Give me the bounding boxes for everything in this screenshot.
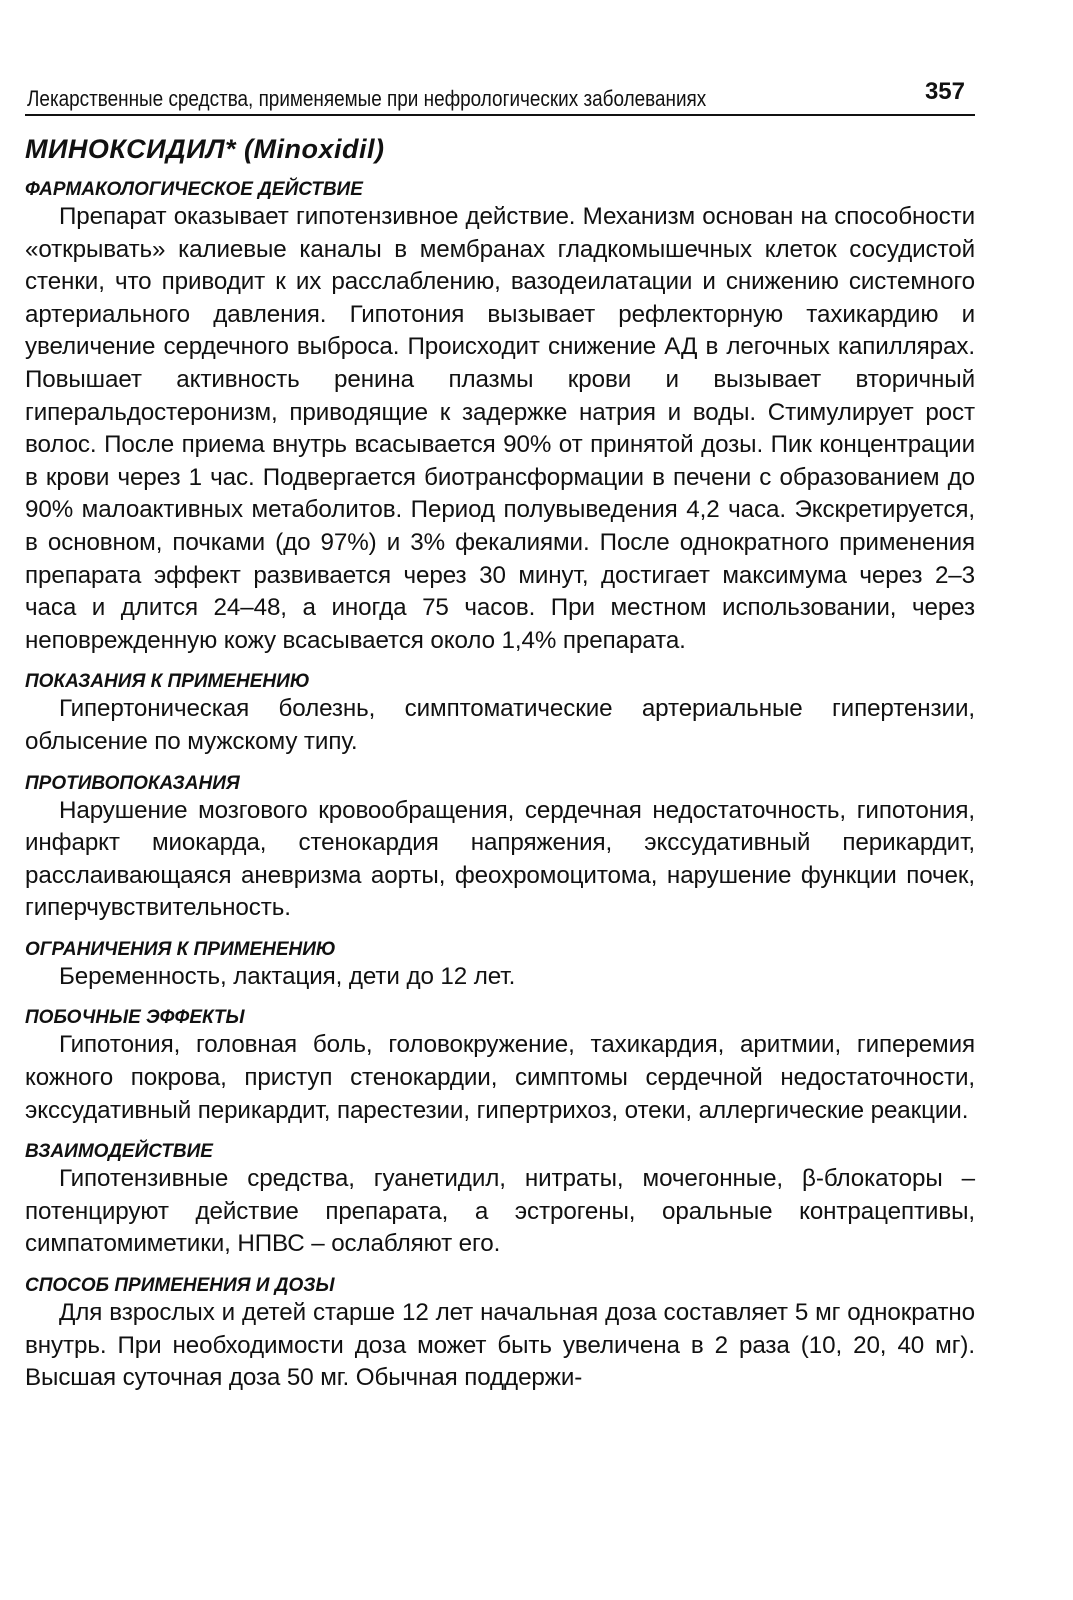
section-side-effects — [25, 1007, 975, 1127]
section-text: Беременность, лактация, дети до 12 лет. — [59, 962, 516, 990]
section-restrictions — [25, 939, 975, 994]
section-text: Гипотензивные средства, гуанетидил, нитраты, мочегонные, β-блокаторы – потенцируют действие препарата, а эстрогены, оральные контрацептивы, симпатомиметики, НПВС – ослабляют его. — [25, 1165, 975, 1258]
section-heading: ПРОТИВОПОКАЗАНИЯ — [25, 772, 240, 794]
section-heading: ФАРМАКОЛОГИЧЕСКОЕ ДЕЙСТВИЕ — [25, 179, 363, 200]
section-text: Гипертоническая болезнь, симптоматические артериальные гипертензии, облысение по мужскому типу. — [25, 695, 975, 755]
drug-title: МИНОКСИДИЛ* (Minoxidil) — [25, 134, 385, 164]
section-heading: ПОБОЧНЫЕ ЭФФЕКТЫ — [25, 1007, 245, 1029]
running-header — [25, 70, 975, 116]
section-heading: ВЗАИМОДЕЙСТВИЕ — [25, 1141, 213, 1163]
section-interaction — [25, 1141, 975, 1261]
section-text: Нарушение мозгового кровообращения, сердечная недостаточность, гипотония, инфаркт миокарда, стенокардия напряжения, экссудативный перикардит, расслаивающаяся аневризма аорты, феохромоцитома, нарушение функции почек, гиперчувствительность. — [25, 796, 975, 922]
section-heading: ПОКАЗАНИЯ К ПРИМЕНЕНИЮ — [25, 671, 310, 693]
section-heading: ОГРАНИЧЕНИЯ К ПРИМЕНЕНИЮ — [25, 938, 336, 960]
section-text: Гипотония, головная боль, головокружение, тахикардия, аритмии, гиперемия кожного покрова, приступ стенокардии, симптомы сердечной недостаточности, экссудативный перикардит, парестезии, гипертрихоз, отеки, аллергические реакции. — [25, 1031, 975, 1124]
section-dosage — [25, 1275, 975, 1395]
section-indications — [25, 671, 975, 758]
section-pharmacology — [25, 179, 975, 657]
page-number: 357 — [924, 78, 965, 105]
section-text: Препарат оказывает гипотензивное действие. Механизм основан на способности «открывать» калиевые каналы в мембранах гладкомышечных клеток сосудистой стенки, что приводит к их расслаблению, вазодеилатации и снижению системного артериального давления. Гипотония вызывает рефлекторную тахикардию и увеличение сердечного выброса. Происходит снижение АД в легочных капиллярах. Повышает активность ренина плазмы крови и вызывает вторичный гиперальдостеронизм, приводящие к задержке натрия и воды. Стимулирует рост волос. После приема внутрь всасывается 90% от принятой дозы. Пик концентрации в крови через 1 час. Подвергается биотрансформации в печени с образованием до 90% малоактивных метаболитов. Период полувыведения 4,2 часа. Экскретируется, в основном, почками (до 97%) и 3% фекалиями. После однократного применения препарата эффект развивается через 30 минут, достигает максимума через 2–3 часа и длится 24–48, а иногда 75 часов. При местном использовании, через неповрежденную кожу всасывается около 1,4% препарата. — [25, 203, 975, 654]
running-title: Лекарственные средства, применяемые при нефрологических заболеваниях — [27, 86, 707, 111]
section-contraindications — [25, 773, 975, 925]
section-heading: СПОСОБ ПРИМЕНЕНИЯ И ДОЗЫ — [25, 1275, 335, 1297]
book-page — [25, 70, 975, 1395]
section-text: Для взрослых и детей старше 12 лет начальная доза составляет 5 мг однократно внутрь. При необходимости доза может быть увеличена в 2 раза (10, 20, 40 мг). Высшая суточная доза 50 мг. Обычная поддержи- — [25, 1299, 975, 1392]
